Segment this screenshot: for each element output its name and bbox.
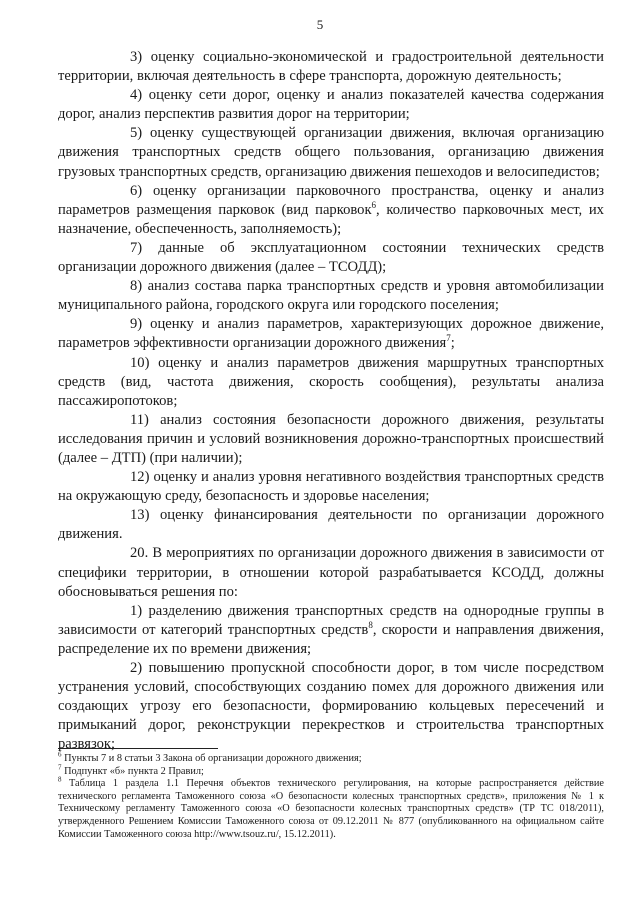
footnote-mark: 7 [58,763,62,772]
footnote [58,750,604,766]
item-number: 4) [130,87,143,104]
item-number: 2) [130,660,143,676]
list-item [58,124,604,181]
item-text: оценку финансирования деятельности по организации дорожного движения. [58,507,604,543]
section-text: В мероприятиях по организации дорожного движения в зависимости от специфики территории, в отношении которой разрабатывается КСОДД, должны обосновываться решения по: [58,545,604,600]
list-item [58,86,604,124]
item-number: 9) [130,316,143,333]
footnote-text: Пункты 7 и 8 статьи 3 Закона об организации дорожного движения; [61,753,362,764]
list-item [58,277,604,315]
item-number: 11) [130,411,149,428]
footnote [58,763,604,779]
item-number: 1) [130,602,143,619]
footnote-ref: 8 [368,619,373,630]
item-text-continued: , скорости и направления движения, распределение их по времени движения; [58,621,604,657]
document-body [58,48,604,754]
item-text: оценку существующей организации движения, включая организацию движения транспортных средств общего пользования, организацию движения грузовых транспортных средств, организацию движения пешеходов и велосипедистов; [58,125,604,180]
section-paragraph [58,544,604,601]
item-number: 10) [130,354,150,371]
item-text: оценку организации парковочного пространства, оценку и анализ параметров размещения парковок (вид парковок [58,182,604,218]
list-item [58,506,604,544]
item-text: повышению пропускной способности дорог, в том числе посредством устранения условий, способствующих созданию помех для дорожного движения или создающих угрозу его безопасности, формированию кольцевых пересечений и примыканий дорог, реконструкции перекрестков и строительства транспортных развязок; [58,660,604,753]
item-number: 6) [130,182,143,199]
item-text-continued: , количество парковочных мест, их назначение, обеспеченность, заполняемость); [58,201,604,237]
item-number: 5) [130,125,143,142]
list-item [58,602,604,659]
list-item [58,48,604,86]
list-item [58,239,604,277]
footnotes [58,750,604,841]
item-text: разделению движения транспортных средств на однородные группы в зависимости от категорий транспортных средств [58,602,604,638]
footnote-text: Таблица 1 раздела 1.1 Перечня объектов технического регулирования, на которые распространяется действие технического регламента Таможенного союза «О безопасности колесных транспортных средств», приложения № 1 к Техническому регламенту Таможенного союза «О безопасности колесных транспортных средств» (ТР ТС 018/2011), утвержденного Решением Комиссии Таможенного союза от 09.12.2011 № 877 (опубликованного на официальном сайте Комиссии Таможенного союза http://www.tsouz.ru/, 15.12.2011). [58,778,604,840]
footnote-divider [58,748,218,749]
item-number: 7) [130,239,143,256]
footnote-ref: 7 [446,333,451,344]
list-item [58,182,604,239]
item-text: оценку сети дорог, оценку и анализ показателей качества содержания дорог, анализ перспектив развития дорог на территории; [58,87,604,123]
footnote-mark: 6 [58,750,62,759]
footnote [58,775,604,841]
footnote-text: Подпункт «б» пункта 2 Правил; [61,765,204,777]
item-text: анализ состава парка транспортных средств и уровня автомобилизации муниципального района, городского округа или городского поселения; [58,278,604,314]
section-number: 20. [130,545,149,562]
list-item [58,468,604,506]
list-item [58,354,604,411]
item-number: 12) [130,469,150,486]
footnote-mark: 8 [58,775,62,784]
list-item [58,659,604,754]
item-number: 13) [130,507,150,524]
list-item [58,411,604,468]
item-text: оценку социально-экономической и градостроительной деятельности территории, включая деятельность в сфере транспорта, дорожную деятельность; [58,49,604,85]
item-number: 3) [130,49,143,65]
list-item [58,315,604,353]
item-text: оценку и анализ параметров движения маршрутных транспортных средств (вид, частота движения, скорость сообщения), результаты анализа пассажиропотоков; [58,354,604,409]
item-text: оценку и анализ параметров, характеризующих дорожное движение, параметров эффективности организации дорожного движения [58,316,604,352]
item-text: оценку и анализ уровня негативного воздействия транспортных средств на окружающую среду, безопасность и здоровье населения; [58,469,604,505]
page-number: 5 [316,17,324,32]
item-text: анализ состояния безопасности дорожного движения, результаты исследования причин и условий возникновения дорожно-транспортных происшествий (далее – ДТП) (при наличии); [58,411,604,466]
footnote-ref: 6 [371,199,377,210]
item-text-continued: ; [450,335,455,352]
item-number: 8) [130,278,143,295]
item-text: данные об эксплуатационном состоянии технических средств организации дорожного движения (далее – ТСОДД); [58,239,604,276]
